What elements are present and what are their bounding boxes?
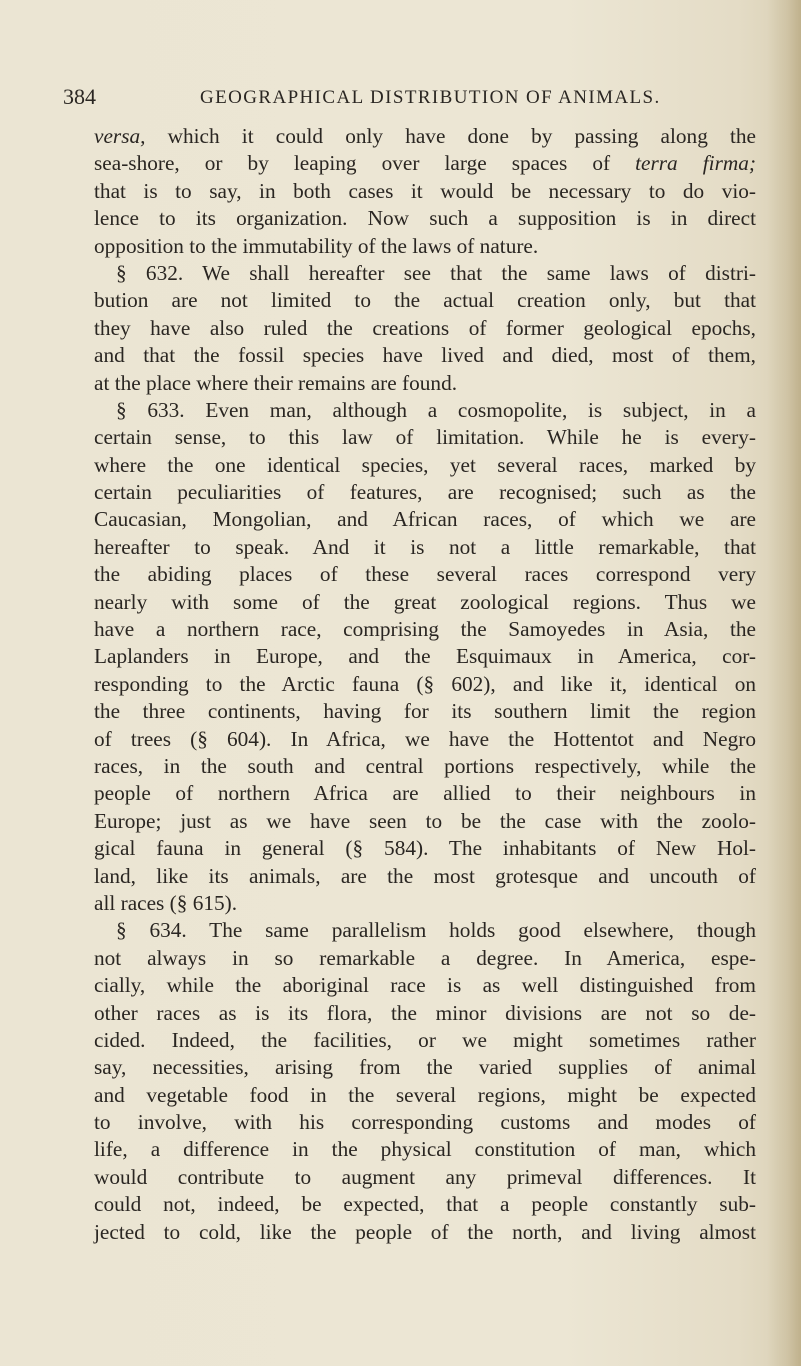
text-line: people of northern Africa are allied to their neighbours in — [94, 781, 756, 806]
page-edge-shadow — [767, 0, 801, 1366]
text-line: the three continents, having for its southern limit the region — [94, 699, 756, 724]
page-header — [0, 84, 801, 114]
text-line: hereafter to speak. And it is not a little remarkable, that — [94, 534, 756, 559]
text-line: they have also ruled the creations of former geological epochs, — [94, 315, 756, 340]
text-line: opposition to the immutability of the laws of nature. — [94, 233, 539, 258]
text-line: Europe; just as we have seen to be the case with the zoolo- — [94, 808, 756, 833]
text-line: that is to say, in both cases it would be necessary to do vio- — [94, 178, 756, 203]
text-line: have a northern race, comprising the Samoyedes in Asia, the — [94, 617, 756, 642]
text-line: could not, indeed, be expected, that a people constantly sub- — [94, 1192, 756, 1217]
text-line: § 633. Even man, although a cosmopolite, is subject, in a — [116, 397, 756, 422]
running-head: GEOGRAPHICAL DISTRIBUTION OF ANIMALS. — [200, 87, 661, 108]
text-line: responding to the Arctic fauna (§ 602), and like it, identical on — [94, 671, 756, 696]
text-line: of trees (§ 604). In Africa, we have the Hottentot and Negro — [94, 726, 756, 751]
text-line: land, like its animals, are the most grotesque and uncouth of — [94, 863, 756, 888]
text-line: would contribute to augment any primeval differences. It — [94, 1164, 756, 1189]
text-line: say, necessities, arising from the varied supplies of animal — [94, 1055, 756, 1080]
text-line: to involve, with his corresponding customs and modes of — [94, 1110, 756, 1135]
text-line: § 634. The same parallelism holds good elsewhere, though — [116, 918, 756, 943]
text-line: gical fauna in general (§ 584). The inhabitants of New Hol- — [94, 836, 756, 861]
text-line: all races (§ 615). — [94, 890, 238, 915]
text-line: cided. Indeed, the facilities, or we might sometimes rather — [94, 1027, 756, 1052]
text-line: the abiding places of these several races correspond very — [94, 562, 756, 587]
text-line: jected to cold, like the people of the north, and living almost — [94, 1219, 756, 1244]
text-line: cially, while the aboriginal race is as well distinguished from — [94, 973, 756, 998]
text-line: not always in so remarkable a degree. In America, espe- — [94, 945, 756, 970]
text-line: bution are not limited to the actual creation only, but that — [94, 288, 756, 313]
text-line: certain sense, to this law of limitation. While he is every- — [94, 425, 756, 450]
text-line: Laplanders in Europe, and the Esquimaux in America, cor- — [94, 644, 756, 669]
text-line: Caucasian, Mongolian, and African races, of which we are — [94, 507, 756, 532]
text-line: and that the fossil species have lived and died, most of them, — [94, 343, 756, 368]
text-line: where the one identical species, yet several races, marked by — [94, 452, 756, 477]
body-text — [94, 123, 756, 1246]
text-line: § 632. We shall hereafter see that the same laws of distri- — [116, 260, 756, 285]
page-number: 384 — [63, 84, 96, 109]
text-line: and vegetable food in the several regions, might be expected — [94, 1082, 756, 1107]
text-line: races, in the south and central portions respectively, while the — [94, 753, 756, 778]
text-line: sea-shore, or by leaping over large spaces of terra firma; — [94, 151, 756, 176]
text-line: versa, which it could only have done by passing along the — [94, 124, 756, 148]
text-line: at the place where their remains are found. — [94, 370, 458, 395]
text-line: certain peculiarities of features, are recognised; such as the — [94, 480, 756, 505]
text-line: nearly with some of the great zoological regions. Thus we — [94, 589, 756, 614]
text-line: life, a difference in the physical constitution of man, which — [94, 1137, 756, 1162]
text-line: other races as is its flora, the minor divisions are not so de- — [94, 1000, 756, 1025]
text-line: lence to its organization. Now such a supposition is in direct — [94, 206, 756, 231]
